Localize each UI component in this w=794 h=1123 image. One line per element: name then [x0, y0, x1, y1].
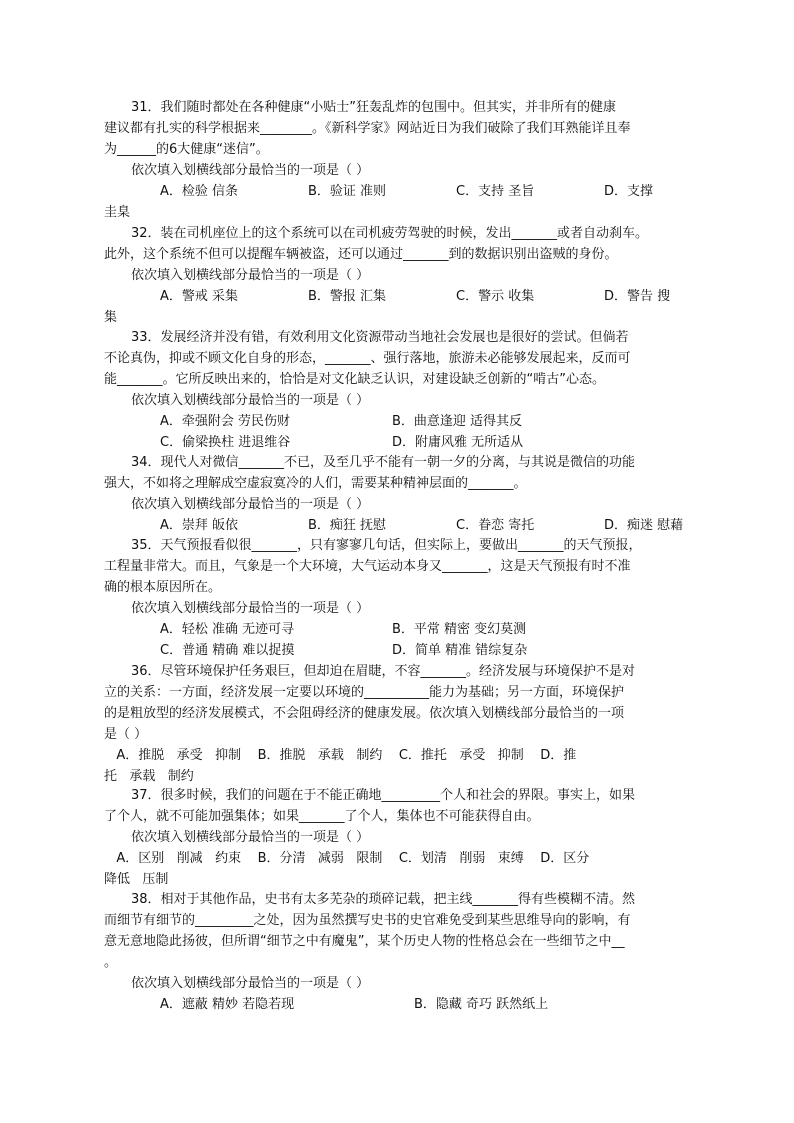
option-d: D．简单 精准 错综复杂 — [392, 643, 528, 658]
question-text-line: 了个人，就不可能加强集体；如果_______了个人，集体也不可能获得自由。 — [104, 809, 540, 824]
question-text-line: 立的关系：一方面，经济发展一定要以环境的__________能力为基础；另一方面，环境保护 — [104, 685, 625, 700]
options-row — [104, 515, 684, 536]
question-text-line: 确的根本原因所在。 — [104, 580, 222, 595]
option-b: B．警报 汇集 — [308, 289, 387, 304]
option-c: C．眷恋 寄托 — [456, 518, 535, 533]
question-prompt: 依次填入划横线部分最恰当的一项是（ ） — [131, 601, 370, 616]
question-35 — [104, 535, 684, 661]
options-row — [104, 411, 684, 432]
question-text-line: 34．现代人对微信_______不已，及至几乎不能有一朝一夕的分离，与其说是微信的功能 — [131, 455, 636, 470]
question-text-line: 38．相对于其他作品，史书有太多芜杂的琐碎记载，把主线_______得有些模糊不清。然 — [131, 892, 636, 907]
options-row: A．推脱 承受 抑制 B．推脱 承载 制约 C．推托 承受 抑制 D．推 — [104, 748, 577, 763]
question-38 — [104, 889, 684, 1015]
option-c: C．警示 收集 — [456, 289, 535, 304]
question-text-line: 意无意地隐此扬彼，但所谓“细节之中有魔鬼”，某个历史人物的性格总会在一些细节之中__ — [104, 934, 625, 949]
question-text-line: 33．发展经济并没有错，有效利用文化资源带动当地社会发展也是很好的尝试。但倘若 — [131, 330, 629, 345]
option-c: C．普通 精确 难以捉摸 — [160, 643, 295, 658]
question-prompt: 依次填入划横线部分最恰当的一项是（ ） — [131, 976, 370, 991]
options-row — [104, 640, 684, 661]
question-34 — [104, 452, 684, 536]
question-prompt: 依次填入划横线部分最恰当的一项是（ ） — [131, 393, 370, 408]
question-text-line: 能_______。它所反映出来的，恰恰是对文化缺乏认识，对建设缺乏创新的“啃古”心态。 — [104, 372, 605, 387]
option-b: B．验证 准则 — [308, 184, 387, 199]
options-row — [104, 181, 684, 202]
options-row — [104, 994, 684, 1015]
question-text-line: 而细节有细节的_________之处，因为虽然撰写史书的史官难免受到某些思维导向的影响，有 — [104, 913, 631, 928]
option-continuation: 降低 压制 — [104, 872, 169, 887]
question-37 — [104, 785, 684, 890]
option-continuation: 圭臬 — [104, 205, 131, 220]
option-d: D．痴迷 慰藉 — [604, 518, 684, 533]
option-continuation: 集 — [104, 310, 118, 325]
question-36 — [104, 661, 684, 787]
option-b: B．隐藏 奇巧 跃然纸上 — [414, 997, 549, 1012]
question-text-line: 此外，这个系统不但可以提醒车辆被盗，还可以通过_______到的数据识别出盗贼的身份。 — [104, 247, 618, 262]
option-b: B．平常 精密 变幻莫测 — [392, 622, 527, 637]
question-33 — [104, 327, 684, 453]
question-text-line: 37．很多时候，我们的问题在于不能正确地_________个人和社会的界限。事实上，如果 — [131, 788, 636, 803]
question-text-line: 强大，不如将之理解成空虚寂寞冷的人们，需要某种精神层面的_______。 — [104, 476, 527, 491]
question-text-line: 不论真伪，抑或不顾文化自身的形态，_______、强行落地，旅游未必能够发展起来，反而可 — [104, 351, 631, 366]
question-prompt: 依次填入划横线部分最恰当的一项是（ ） — [131, 497, 370, 512]
question-prompt: 依次填入划横线部分最恰当的一项是（ ） — [131, 163, 370, 178]
option-d: D．警告 搜 — [604, 289, 671, 304]
question-text-line: 是（ ） — [104, 727, 148, 742]
option-b: B．痴狂 抚慰 — [308, 518, 387, 533]
question-text-line: 工程量非常大。而且，气象是一个大环境，大气运动本身又_______，这是天气预报有时不准 — [104, 559, 631, 574]
question-text-line: 31．我们随时都处在各种健康“小贴士”狂轰乱炸的包围中。但其实，并非所有的健康 — [131, 100, 617, 115]
options-row: A．区别 削减 约束 B．分清 减弱 限制 C．划清 削弱 束缚 D．区分 — [104, 851, 590, 866]
question-text-line: 的是粗放型的经济发展模式，不会阻碍经济的健康发展。依次填入划横线部分最恰当的一项 — [104, 706, 625, 721]
option-b: B．曲意逢迎 适得其反 — [392, 414, 523, 429]
option-a: A．检验 信条 — [160, 184, 239, 199]
option-c: C．偷梁换柱 进退维谷 — [160, 435, 291, 450]
question-prompt: 依次填入划横线部分最恰当的一项是（ ） — [131, 268, 370, 283]
question-text-line: 为______的6大健康“迷信”。 — [104, 142, 269, 157]
question-text-line: 。 — [104, 955, 118, 970]
option-a: A．警戒 采集 — [160, 289, 239, 304]
option-d: D．支撑 — [604, 184, 654, 199]
option-c: C．支持 圣旨 — [456, 184, 535, 199]
question-31 — [104, 97, 684, 223]
question-32 — [104, 223, 684, 328]
question-prompt: 依次填入划横线部分最恰当的一项是（ ） — [131, 830, 370, 845]
question-text-line: 35．天气预报看似很_______，只有寥寥几句话，但实际上，要做出_______的天气预报， — [131, 538, 642, 553]
option-a: A．牵强附会 劳民伤财 — [160, 414, 291, 429]
option-continuation: 托 承载 制约 — [104, 769, 194, 784]
option-a: A．遮蔽 精妙 若隐若现 — [160, 997, 295, 1012]
options-row — [104, 432, 684, 453]
option-a: A．崇拜 皈依 — [160, 518, 239, 533]
question-text-line: 建议都有扎实的科学根据来________。《新科学家》网站近日为我们破除了我们耳熟能详且奉 — [104, 121, 631, 136]
options-row — [104, 286, 684, 307]
options-row — [104, 619, 684, 640]
option-d: D．附庸风雅 无所适从 — [392, 435, 524, 450]
question-text-line: 36．尽管环境保护任务艰巨，但却迫在眉睫，不容_______。经济发展与环境保护不是对 — [131, 664, 636, 679]
option-a: A．轻松 准确 无迹可寻 — [160, 622, 295, 637]
question-text-line: 32．装在司机座位上的这个系统可以在司机疲劳驾驶的时候，发出_______或者自动刹车。 — [131, 226, 649, 241]
